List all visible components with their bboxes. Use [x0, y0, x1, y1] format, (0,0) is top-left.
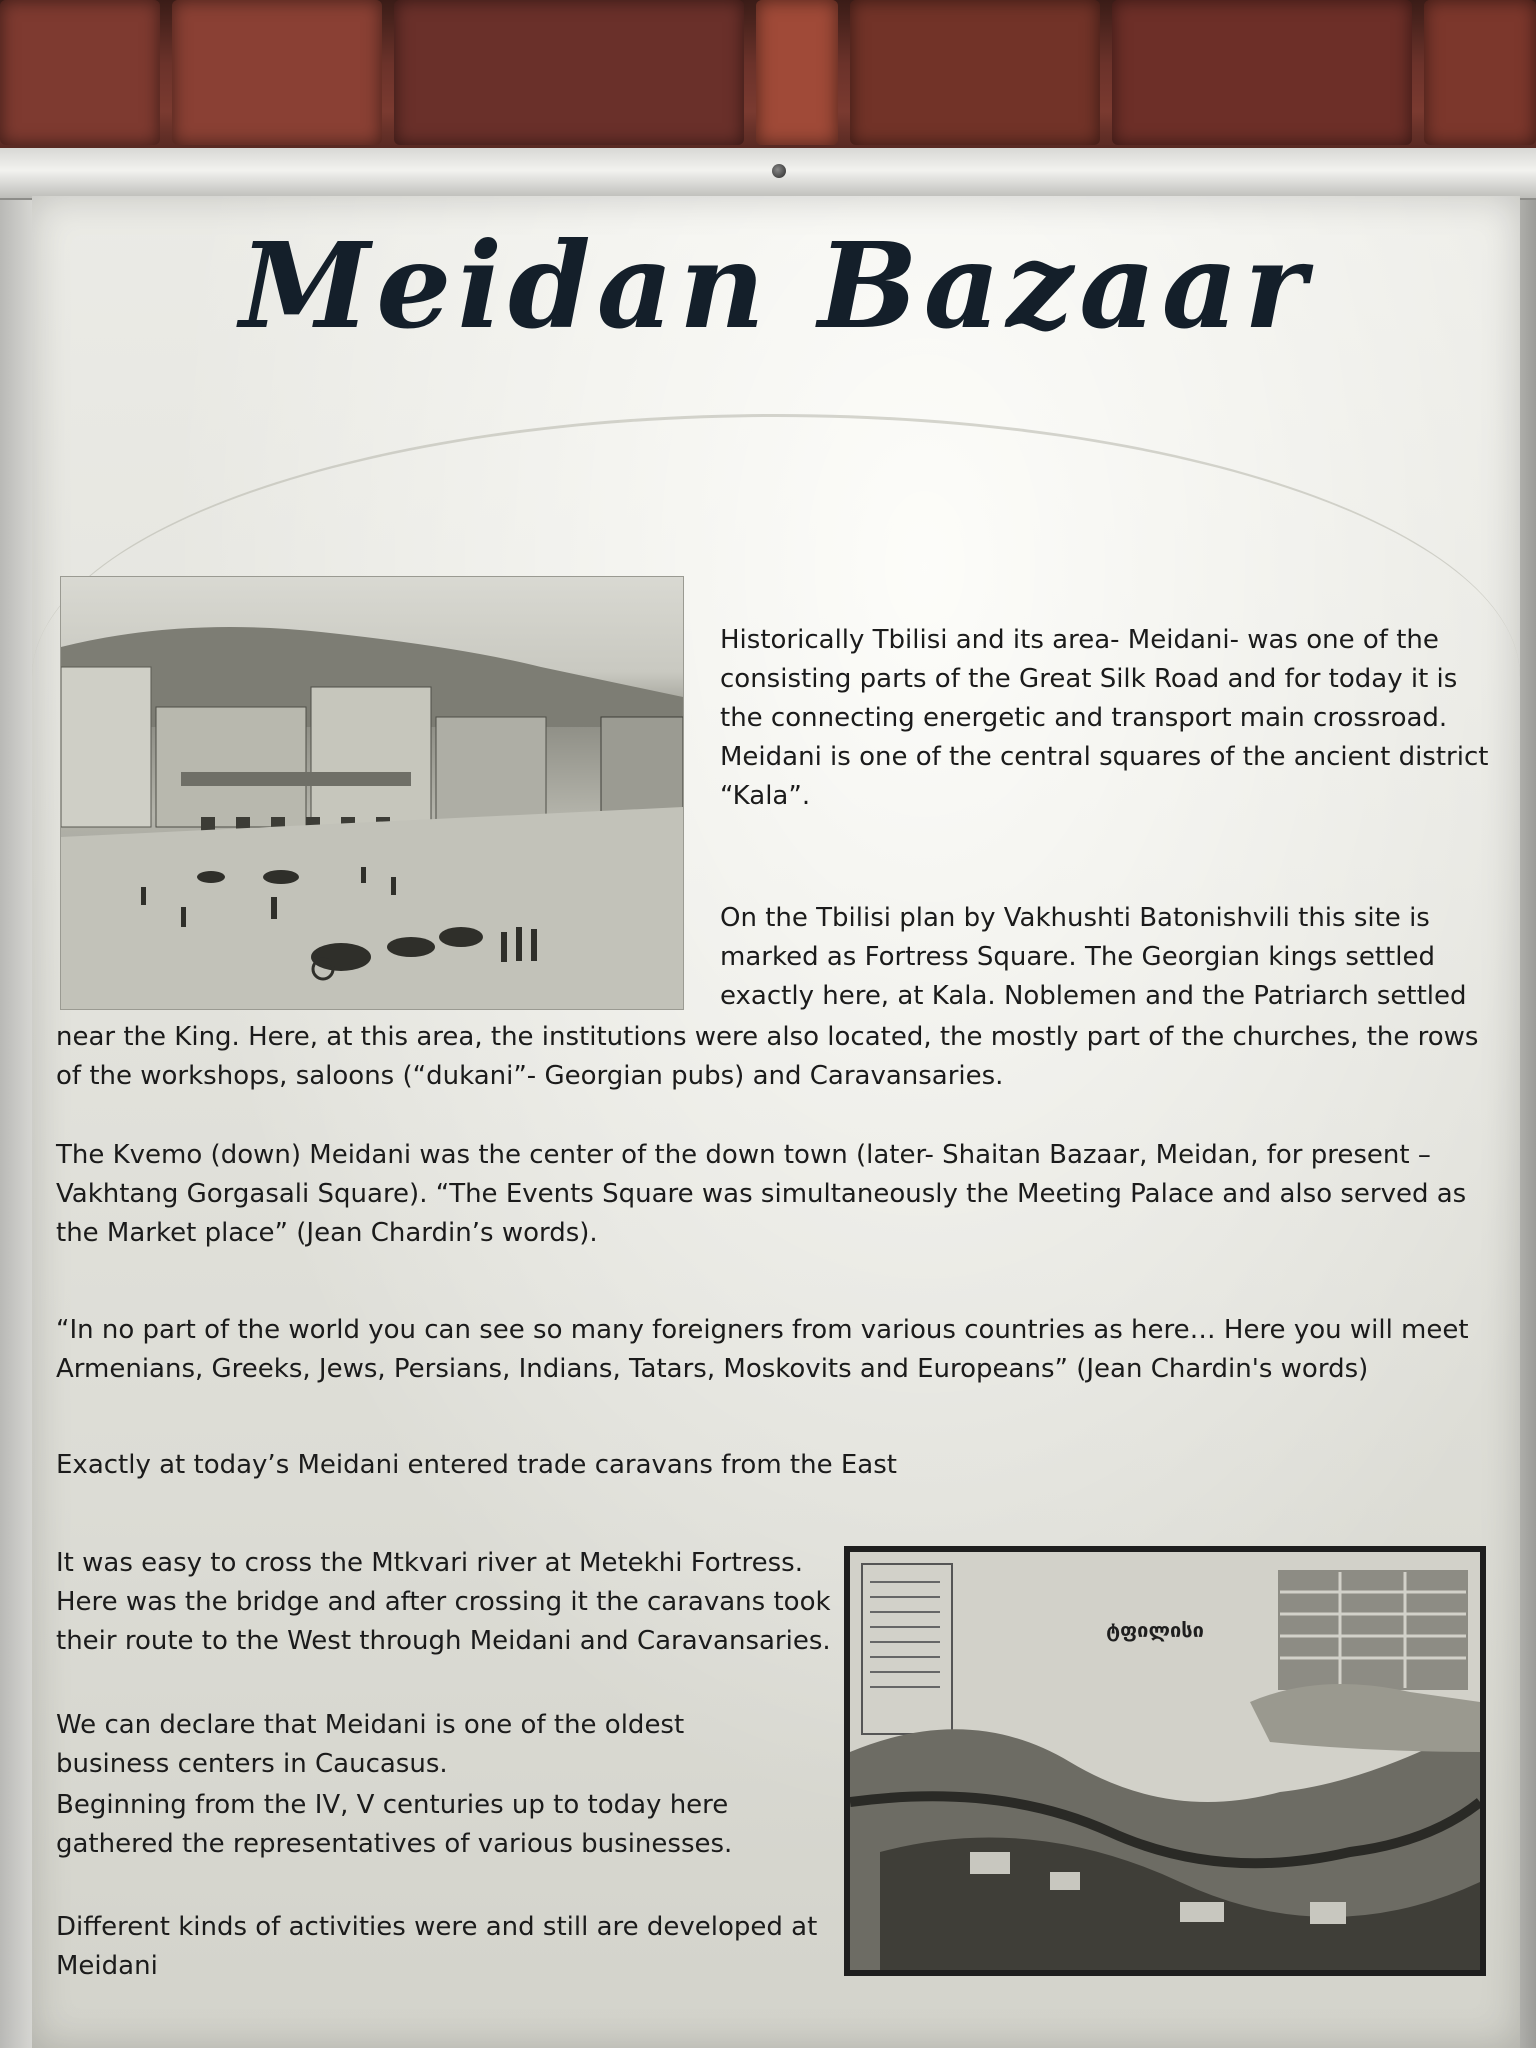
historic-tbilisi-map [844, 1546, 1486, 1976]
brick-wall [0, 0, 1536, 160]
paragraph-chardin-quote: “In no part of the world you can see so many foreigners from various countries as here… Here you will meet Armenians, Greeks, Jews, Persians, Indians, Tatars, Moskovits and Europeans” (Jean Chardin's words) [56, 1315, 1469, 1384]
paragraph-fortress-square: On the Tbilisi plan by Vakhushti Batonishvili this site is marked as Fortress Square. The Georgian kings settled exactly here, at Kala. Noblemen and the Patriarch settled [720, 903, 1467, 1011]
brick [850, 0, 1100, 145]
historic-bazaar-engraving [60, 576, 684, 1010]
brick [1424, 0, 1536, 145]
map-title: ტფილისი [1106, 1618, 1204, 1642]
screw-icon [772, 164, 786, 178]
map-illustration [850, 1552, 1480, 1970]
info-panel [32, 196, 1520, 2048]
paragraph-centuries: Beginning from the IV, V centuries up to today here gathered the representatives of various businesses. [56, 1790, 733, 1859]
sign-title: Meidan Bazaar [239, 216, 1313, 355]
brick [1112, 0, 1412, 145]
paragraph-oldest-business-center: We can declare that Meidani is one of the oldest business centers in Caucasus. [56, 1710, 685, 1779]
paragraph-activities: Different kinds of activities were and still are developed at Meidani [56, 1912, 818, 1981]
engraving-illustration [61, 577, 683, 1009]
brick [172, 0, 382, 145]
brick [756, 0, 838, 145]
paragraph-kvemo-meidani: The Kvemo (down) Meidani was the center of the down town (later- Shaitan Bazaar, Meidan, for present – Vakhtang Gorgasali Square). “The Events Square was simultaneously the Meeting Palace and also served as the Market place” (Jean Chardin’s words). [56, 1140, 1467, 1248]
paragraph-trade-caravans: Exactly at today’s Meidani entered trade caravans from the East [56, 1450, 897, 1480]
paragraph-mtkvari-bridge: It was easy to cross the Mtkvari river at Metekhi Fortress. Here was the bridge and after crossing it the caravans took their route to the West through Meidani and Caravansaries. [56, 1548, 831, 1656]
sign-frame-top-rail [0, 148, 1536, 200]
brick [0, 0, 160, 145]
paragraph-silk-road: Historically Tbilisi and its area- Meidani- was one of the consisting parts of the Great Silk Road and for today it is the connecting energetic and transport main crossroad. Meidani is one of the central squares of the ancient district “Kala”. [720, 625, 1489, 811]
brick [394, 0, 744, 145]
paragraph-kings-institutions: near the King. Here, at this area, the institutions were also located, the mostly part of the churches, the rows of the workshops, saloons (“dukani”- Georgian pubs) and Caravansaries. [56, 1022, 1479, 1091]
